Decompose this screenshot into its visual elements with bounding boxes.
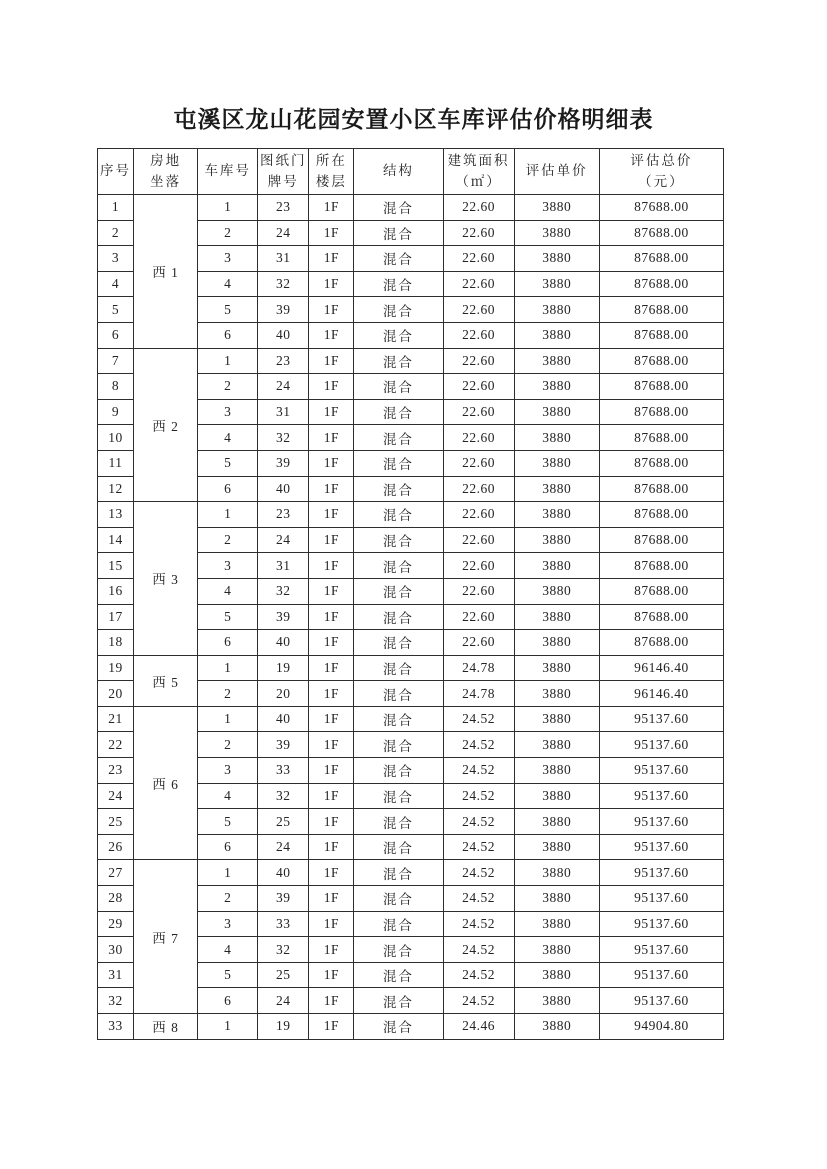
cell-floor: 1F xyxy=(309,655,354,681)
cell-area: 22.60 xyxy=(443,322,514,348)
cell-door-no: 24 xyxy=(258,220,309,246)
cell-structure: 混合 xyxy=(354,783,443,809)
cell-unit-price: 3880 xyxy=(514,374,599,400)
cell-structure: 混合 xyxy=(354,630,443,656)
cell-total-price: 95137.60 xyxy=(599,834,723,860)
cell-unit-price: 3880 xyxy=(514,860,599,886)
cell-floor: 1F xyxy=(309,399,354,425)
col-header-location: 房地 坐落 xyxy=(134,149,198,195)
cell-garage-no: 5 xyxy=(198,450,258,476)
cell-area: 24.52 xyxy=(443,732,514,758)
cell-floor: 1F xyxy=(309,578,354,604)
cell-garage-no: 1 xyxy=(198,655,258,681)
cell-location: 西 2 xyxy=(134,348,198,502)
cell-garage-no: 2 xyxy=(198,681,258,707)
col-header-floor: 所在 楼层 xyxy=(309,149,354,195)
table-body xyxy=(98,195,724,1040)
cell-unit-price: 3880 xyxy=(514,655,599,681)
cell-floor: 1F xyxy=(309,450,354,476)
cell-floor: 1F xyxy=(309,706,354,732)
table-row xyxy=(98,195,724,221)
cell-garage-no: 4 xyxy=(198,937,258,963)
cell-seq: 26 xyxy=(98,834,134,860)
cell-door-no: 32 xyxy=(258,783,309,809)
cell-total-price: 87688.00 xyxy=(599,604,723,630)
cell-area: 24.52 xyxy=(443,911,514,937)
cell-seq: 13 xyxy=(98,502,134,528)
cell-door-no: 39 xyxy=(258,732,309,758)
cell-seq: 17 xyxy=(98,604,134,630)
cell-garage-no: 2 xyxy=(198,220,258,246)
col-header-door-no: 图纸门 牌号 xyxy=(258,149,309,195)
cell-structure: 混合 xyxy=(354,834,443,860)
cell-seq: 6 xyxy=(98,322,134,348)
cell-area: 22.60 xyxy=(443,527,514,553)
cell-floor: 1F xyxy=(309,322,354,348)
cell-structure: 混合 xyxy=(354,374,443,400)
cell-structure: 混合 xyxy=(354,706,443,732)
table-row xyxy=(98,706,724,732)
cell-seq: 19 xyxy=(98,655,134,681)
cell-area: 22.60 xyxy=(443,195,514,221)
cell-garage-no: 1 xyxy=(198,502,258,528)
cell-area: 24.52 xyxy=(443,706,514,732)
cell-floor: 1F xyxy=(309,886,354,912)
cell-total-price: 87688.00 xyxy=(599,374,723,400)
cell-unit-price: 3880 xyxy=(514,834,599,860)
cell-area: 22.60 xyxy=(443,502,514,528)
cell-seq: 2 xyxy=(98,220,134,246)
cell-door-no: 23 xyxy=(258,348,309,374)
cell-seq: 12 xyxy=(98,476,134,502)
cell-unit-price: 3880 xyxy=(514,399,599,425)
cell-seq: 32 xyxy=(98,988,134,1014)
cell-area: 24.78 xyxy=(443,655,514,681)
cell-area: 24.46 xyxy=(443,1014,514,1040)
cell-floor: 1F xyxy=(309,195,354,221)
cell-structure: 混合 xyxy=(354,322,443,348)
cell-garage-no: 6 xyxy=(198,630,258,656)
cell-seq: 28 xyxy=(98,886,134,912)
cell-total-price: 95137.60 xyxy=(599,706,723,732)
cell-structure: 混合 xyxy=(354,399,443,425)
cell-floor: 1F xyxy=(309,220,354,246)
cell-garage-no: 5 xyxy=(198,962,258,988)
cell-unit-price: 3880 xyxy=(514,988,599,1014)
cell-garage-no: 3 xyxy=(198,911,258,937)
cell-structure: 混合 xyxy=(354,886,443,912)
cell-garage-no: 2 xyxy=(198,374,258,400)
col-header-area: 建筑面积 （㎡） xyxy=(443,149,514,195)
table-row xyxy=(98,348,724,374)
cell-garage-no: 6 xyxy=(198,322,258,348)
cell-unit-price: 3880 xyxy=(514,348,599,374)
cell-seq: 10 xyxy=(98,425,134,451)
cell-garage-no: 1 xyxy=(198,860,258,886)
cell-garage-no: 3 xyxy=(198,758,258,784)
cell-total-price: 87688.00 xyxy=(599,502,723,528)
cell-floor: 1F xyxy=(309,374,354,400)
col-header-unit-price: 评估单价 xyxy=(514,149,599,195)
cell-total-price: 95137.60 xyxy=(599,911,723,937)
cell-garage-no: 6 xyxy=(198,476,258,502)
table-row xyxy=(98,655,724,681)
cell-floor: 1F xyxy=(309,553,354,579)
cell-unit-price: 3880 xyxy=(514,246,599,272)
cell-total-price: 95137.60 xyxy=(599,886,723,912)
cell-door-no: 39 xyxy=(258,450,309,476)
cell-floor: 1F xyxy=(309,758,354,784)
cell-floor: 1F xyxy=(309,988,354,1014)
cell-floor: 1F xyxy=(309,962,354,988)
cell-structure: 混合 xyxy=(354,502,443,528)
cell-total-price: 96146.40 xyxy=(599,655,723,681)
cell-garage-no: 6 xyxy=(198,988,258,1014)
cell-door-no: 31 xyxy=(258,246,309,272)
cell-structure: 混合 xyxy=(354,988,443,1014)
cell-area: 22.60 xyxy=(443,476,514,502)
cell-total-price: 95137.60 xyxy=(599,988,723,1014)
cell-total-price: 87688.00 xyxy=(599,425,723,451)
cell-total-price: 87688.00 xyxy=(599,450,723,476)
cell-area: 22.60 xyxy=(443,399,514,425)
cell-seq: 4 xyxy=(98,271,134,297)
table-row xyxy=(98,502,724,528)
cell-location: 西 7 xyxy=(134,860,198,1014)
cell-area: 24.52 xyxy=(443,937,514,963)
cell-structure: 混合 xyxy=(354,732,443,758)
cell-area: 24.52 xyxy=(443,809,514,835)
cell-structure: 混合 xyxy=(354,476,443,502)
cell-floor: 1F xyxy=(309,1014,354,1040)
cell-door-no: 23 xyxy=(258,502,309,528)
cell-floor: 1F xyxy=(309,502,354,528)
cell-area: 22.60 xyxy=(443,553,514,579)
cell-area: 22.60 xyxy=(443,374,514,400)
cell-door-no: 40 xyxy=(258,630,309,656)
cell-unit-price: 3880 xyxy=(514,322,599,348)
cell-structure: 混合 xyxy=(354,860,443,886)
cell-door-no: 19 xyxy=(258,1014,309,1040)
cell-total-price: 87688.00 xyxy=(599,246,723,272)
col-header-garage-no: 车库号 xyxy=(198,149,258,195)
cell-floor: 1F xyxy=(309,476,354,502)
cell-area: 22.60 xyxy=(443,630,514,656)
cell-total-price: 95137.60 xyxy=(599,809,723,835)
cell-location: 西 5 xyxy=(134,655,198,706)
cell-unit-price: 3880 xyxy=(514,425,599,451)
cell-garage-no: 4 xyxy=(198,425,258,451)
cell-seq: 1 xyxy=(98,195,134,221)
cell-area: 22.60 xyxy=(443,578,514,604)
cell-door-no: 40 xyxy=(258,322,309,348)
cell-unit-price: 3880 xyxy=(514,476,599,502)
cell-structure: 混合 xyxy=(354,553,443,579)
cell-garage-no: 2 xyxy=(198,527,258,553)
cell-floor: 1F xyxy=(309,834,354,860)
cell-total-price: 87688.00 xyxy=(599,476,723,502)
cell-floor: 1F xyxy=(309,425,354,451)
cell-floor: 1F xyxy=(309,783,354,809)
table-row xyxy=(98,1014,724,1040)
cell-area: 24.52 xyxy=(443,962,514,988)
cell-total-price: 95137.60 xyxy=(599,783,723,809)
cell-garage-no: 3 xyxy=(198,399,258,425)
cell-door-no: 25 xyxy=(258,962,309,988)
cell-garage-no: 1 xyxy=(198,1014,258,1040)
cell-door-no: 20 xyxy=(258,681,309,707)
cell-area: 22.60 xyxy=(443,425,514,451)
cell-floor: 1F xyxy=(309,630,354,656)
cell-unit-price: 3880 xyxy=(514,553,599,579)
cell-location: 西 6 xyxy=(134,706,198,860)
cell-location: 西 8 xyxy=(134,1014,198,1040)
cell-garage-no: 1 xyxy=(198,348,258,374)
cell-total-price: 96146.40 xyxy=(599,681,723,707)
cell-garage-no: 5 xyxy=(198,809,258,835)
cell-total-price: 87688.00 xyxy=(599,322,723,348)
cell-area: 24.52 xyxy=(443,988,514,1014)
cell-structure: 混合 xyxy=(354,527,443,553)
cell-door-no: 23 xyxy=(258,195,309,221)
cell-floor: 1F xyxy=(309,297,354,323)
cell-total-price: 87688.00 xyxy=(599,348,723,374)
cell-total-price: 87688.00 xyxy=(599,399,723,425)
cell-area: 22.60 xyxy=(443,220,514,246)
table-row xyxy=(98,860,724,886)
cell-total-price: 95137.60 xyxy=(599,732,723,758)
cell-door-no: 33 xyxy=(258,911,309,937)
cell-unit-price: 3880 xyxy=(514,962,599,988)
cell-garage-no: 1 xyxy=(198,706,258,732)
cell-structure: 混合 xyxy=(354,578,443,604)
cell-structure: 混合 xyxy=(354,911,443,937)
cell-seq: 16 xyxy=(98,578,134,604)
cell-structure: 混合 xyxy=(354,604,443,630)
cell-unit-price: 3880 xyxy=(514,195,599,221)
cell-total-price: 95137.60 xyxy=(599,758,723,784)
cell-door-no: 39 xyxy=(258,297,309,323)
cell-seq: 33 xyxy=(98,1014,134,1040)
cell-seq: 22 xyxy=(98,732,134,758)
cell-unit-price: 3880 xyxy=(514,783,599,809)
cell-door-no: 24 xyxy=(258,834,309,860)
cell-floor: 1F xyxy=(309,604,354,630)
cell-seq: 8 xyxy=(98,374,134,400)
cell-unit-price: 3880 xyxy=(514,937,599,963)
cell-door-no: 32 xyxy=(258,578,309,604)
cell-area: 22.60 xyxy=(443,604,514,630)
cell-floor: 1F xyxy=(309,732,354,758)
cell-unit-price: 3880 xyxy=(514,502,599,528)
cell-structure: 混合 xyxy=(354,271,443,297)
cell-door-no: 40 xyxy=(258,476,309,502)
cell-floor: 1F xyxy=(309,911,354,937)
cell-total-price: 95137.60 xyxy=(599,860,723,886)
cell-seq: 14 xyxy=(98,527,134,553)
cell-unit-price: 3880 xyxy=(514,630,599,656)
cell-garage-no: 5 xyxy=(198,604,258,630)
cell-door-no: 39 xyxy=(258,886,309,912)
cell-door-no: 32 xyxy=(258,425,309,451)
cell-door-no: 25 xyxy=(258,809,309,835)
cell-total-price: 87688.00 xyxy=(599,220,723,246)
cell-garage-no: 3 xyxy=(198,246,258,272)
cell-floor: 1F xyxy=(309,527,354,553)
cell-door-no: 39 xyxy=(258,604,309,630)
cell-structure: 混合 xyxy=(354,425,443,451)
cell-structure: 混合 xyxy=(354,220,443,246)
cell-seq: 9 xyxy=(98,399,134,425)
cell-area: 22.60 xyxy=(443,246,514,272)
cell-door-no: 32 xyxy=(258,937,309,963)
cell-total-price: 87688.00 xyxy=(599,630,723,656)
cell-total-price: 95137.60 xyxy=(599,962,723,988)
cell-unit-price: 3880 xyxy=(514,578,599,604)
page-title: 屯溪区龙山花园安置小区车库评估价格明细表 xyxy=(173,107,654,132)
cell-unit-price: 3880 xyxy=(514,271,599,297)
cell-area: 24.52 xyxy=(443,886,514,912)
cell-structure: 混合 xyxy=(354,246,443,272)
cell-garage-no: 4 xyxy=(198,783,258,809)
cell-seq: 30 xyxy=(98,937,134,963)
cell-floor: 1F xyxy=(309,348,354,374)
cell-seq: 29 xyxy=(98,911,134,937)
cell-garage-no: 5 xyxy=(198,297,258,323)
cell-seq: 21 xyxy=(98,706,134,732)
cell-location: 西 3 xyxy=(134,502,198,656)
cell-unit-price: 3880 xyxy=(514,886,599,912)
cell-floor: 1F xyxy=(309,809,354,835)
cell-seq: 20 xyxy=(98,681,134,707)
cell-structure: 混合 xyxy=(354,962,443,988)
cell-structure: 混合 xyxy=(354,937,443,963)
cell-floor: 1F xyxy=(309,860,354,886)
cell-seq: 15 xyxy=(98,553,134,579)
cell-structure: 混合 xyxy=(354,758,443,784)
cell-seq: 24 xyxy=(98,783,134,809)
cell-seq: 5 xyxy=(98,297,134,323)
cell-door-no: 24 xyxy=(258,374,309,400)
cell-total-price: 87688.00 xyxy=(599,297,723,323)
cell-structure: 混合 xyxy=(354,681,443,707)
cell-area: 24.52 xyxy=(443,834,514,860)
cell-garage-no: 2 xyxy=(198,886,258,912)
cell-garage-no: 4 xyxy=(198,271,258,297)
cell-unit-price: 3880 xyxy=(514,732,599,758)
cell-door-no: 40 xyxy=(258,706,309,732)
cell-structure: 混合 xyxy=(354,1014,443,1040)
cell-unit-price: 3880 xyxy=(514,758,599,784)
col-header-seq: 序号 xyxy=(98,149,134,195)
cell-area: 22.60 xyxy=(443,348,514,374)
cell-total-price: 87688.00 xyxy=(599,578,723,604)
cell-door-no: 24 xyxy=(258,527,309,553)
cell-garage-no: 2 xyxy=(198,732,258,758)
cell-unit-price: 3880 xyxy=(514,809,599,835)
cell-floor: 1F xyxy=(309,937,354,963)
cell-seq: 11 xyxy=(98,450,134,476)
cell-door-no: 19 xyxy=(258,655,309,681)
cell-seq: 18 xyxy=(98,630,134,656)
cell-total-price: 87688.00 xyxy=(599,271,723,297)
cell-unit-price: 3880 xyxy=(514,1014,599,1040)
cell-structure: 混合 xyxy=(354,809,443,835)
col-header-structure: 结构 xyxy=(354,149,443,195)
cell-door-no: 40 xyxy=(258,860,309,886)
cell-unit-price: 3880 xyxy=(514,450,599,476)
cell-location: 西 1 xyxy=(134,195,198,349)
cell-door-no: 24 xyxy=(258,988,309,1014)
price-table xyxy=(97,148,724,1040)
cell-seq: 7 xyxy=(98,348,134,374)
cell-total-price: 87688.00 xyxy=(599,195,723,221)
cell-seq: 25 xyxy=(98,809,134,835)
cell-garage-no: 1 xyxy=(198,195,258,221)
header-row xyxy=(98,149,724,195)
cell-area: 22.60 xyxy=(443,297,514,323)
cell-total-price: 95137.60 xyxy=(599,937,723,963)
cell-door-no: 33 xyxy=(258,758,309,784)
cell-floor: 1F xyxy=(309,681,354,707)
cell-door-no: 32 xyxy=(258,271,309,297)
cell-seq: 3 xyxy=(98,246,134,272)
cell-unit-price: 3880 xyxy=(514,297,599,323)
cell-door-no: 31 xyxy=(258,553,309,579)
cell-garage-no: 6 xyxy=(198,834,258,860)
cell-unit-price: 3880 xyxy=(514,220,599,246)
cell-structure: 混合 xyxy=(354,450,443,476)
cell-floor: 1F xyxy=(309,271,354,297)
cell-structure: 混合 xyxy=(354,655,443,681)
cell-total-price: 94904.80 xyxy=(599,1014,723,1040)
cell-unit-price: 3880 xyxy=(514,911,599,937)
cell-structure: 混合 xyxy=(354,297,443,323)
cell-area: 24.52 xyxy=(443,758,514,784)
cell-unit-price: 3880 xyxy=(514,681,599,707)
cell-seq: 27 xyxy=(98,860,134,886)
cell-area: 22.60 xyxy=(443,450,514,476)
cell-structure: 混合 xyxy=(354,348,443,374)
cell-area: 24.52 xyxy=(443,783,514,809)
cell-door-no: 31 xyxy=(258,399,309,425)
cell-area: 24.78 xyxy=(443,681,514,707)
cell-garage-no: 4 xyxy=(198,578,258,604)
cell-total-price: 87688.00 xyxy=(599,553,723,579)
cell-unit-price: 3880 xyxy=(514,527,599,553)
cell-area: 22.60 xyxy=(443,271,514,297)
cell-unit-price: 3880 xyxy=(514,604,599,630)
cell-seq: 23 xyxy=(98,758,134,784)
table-header xyxy=(98,149,724,195)
cell-structure: 混合 xyxy=(354,195,443,221)
col-header-total-price: 评估总价 （元） xyxy=(599,149,723,195)
cell-garage-no: 3 xyxy=(198,553,258,579)
cell-floor: 1F xyxy=(309,246,354,272)
cell-unit-price: 3880 xyxy=(514,706,599,732)
cell-total-price: 87688.00 xyxy=(599,527,723,553)
cell-seq: 31 xyxy=(98,962,134,988)
cell-area: 24.52 xyxy=(443,860,514,886)
